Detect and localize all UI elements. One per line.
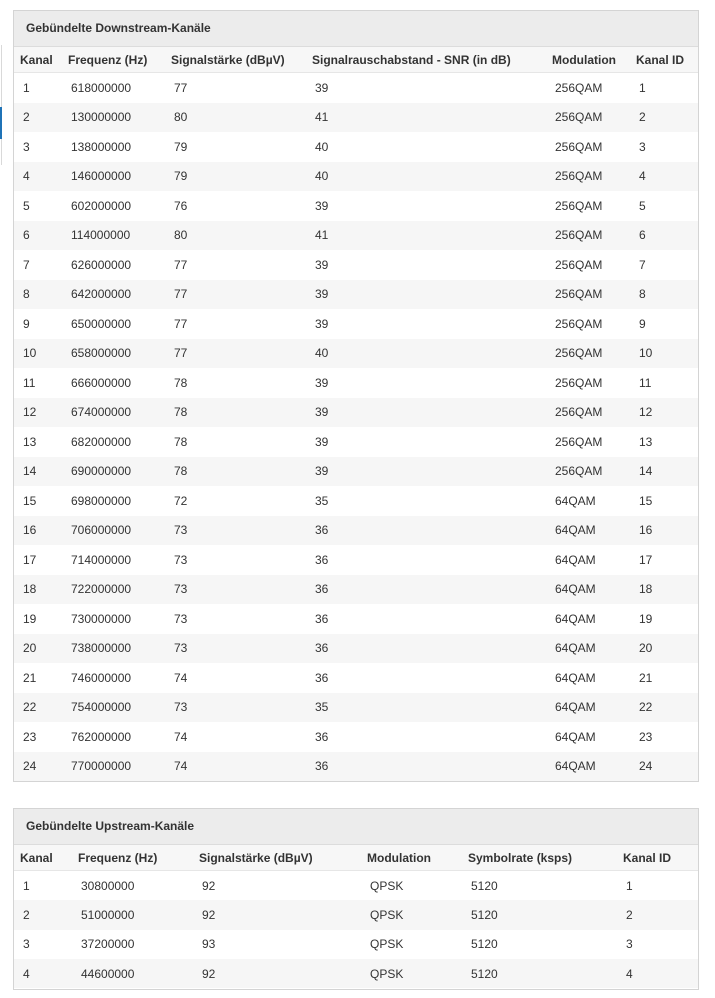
table-cell: 14 [630,457,698,487]
table-row [14,871,698,901]
table-cell: 24 [630,752,698,782]
table-cell: 23 [630,722,698,752]
column-header: Frequenz (Hz) [62,47,165,73]
table-cell: 36 [306,516,546,546]
table-cell: 17 [14,545,62,575]
table-cell: 666000000 [62,368,165,398]
column-header: Modulation [546,47,630,73]
table-row [14,309,698,339]
table-cell: 64QAM [546,545,630,575]
table-cell: 5120 [462,930,617,959]
table-cell: 11 [630,368,698,398]
table-cell: 146000000 [62,162,165,192]
table-cell: 7 [14,250,62,280]
table-cell: 770000000 [62,752,165,782]
column-header: Symbolrate (ksps) [462,845,617,871]
table-cell: 12 [630,398,698,428]
table-cell: 256QAM [546,191,630,221]
table-cell: 77 [165,309,306,339]
table-cell: 93 [193,930,361,959]
table-cell: 79 [165,132,306,162]
table-cell: 256QAM [546,73,630,103]
table-cell: 18 [630,575,698,605]
table-cell: 64QAM [546,486,630,516]
table-cell: 72 [165,486,306,516]
downstream-panel-title: Gebündelte Downstream-Kanäle [14,11,698,47]
table-cell: 37200000 [72,930,193,959]
table-cell: 3 [617,930,698,959]
table-cell: 39 [306,73,546,103]
table-cell: 36 [306,545,546,575]
column-header: Signalrauschabstand - SNR (in dB) [306,47,546,73]
table-cell: QPSK [361,930,462,959]
table-cell: 714000000 [62,545,165,575]
table-cell: 3 [14,132,62,162]
table-cell: 10 [14,339,62,369]
table-row [14,398,698,428]
table-cell: 256QAM [546,339,630,369]
table-cell: 73 [165,516,306,546]
table-cell: 78 [165,457,306,487]
table-cell: 39 [306,309,546,339]
table-row [14,427,698,457]
table-cell: 79 [165,162,306,192]
table-cell: 114000000 [62,221,165,251]
table-cell: 762000000 [62,722,165,752]
column-header: Modulation [361,845,462,871]
table-cell: 626000000 [62,250,165,280]
table-cell: 23 [14,722,62,752]
column-header: Kanal [14,845,72,871]
table-row [14,221,698,251]
table-cell: QPSK [361,900,462,929]
table-cell: 15 [630,486,698,516]
table-cell: 650000000 [62,309,165,339]
table-cell: 8 [630,280,698,310]
table-cell: 20 [14,634,62,664]
table-cell: 15 [14,486,62,516]
table-cell: 602000000 [62,191,165,221]
table-cell: 730000000 [62,604,165,634]
table-cell: 36 [306,634,546,664]
table-cell: 44600000 [72,959,193,988]
table-cell: 256QAM [546,427,630,457]
column-header: Kanal ID [630,47,698,73]
table-cell: 5120 [462,959,617,988]
table-cell: 674000000 [62,398,165,428]
table-row [14,722,698,752]
table-cell: 16 [14,516,62,546]
table-cell: 35 [306,486,546,516]
table-cell: 6 [14,221,62,251]
table-cell: 73 [165,604,306,634]
table-row [14,73,698,103]
table-cell: 5120 [462,871,617,901]
table-cell: 21 [630,663,698,693]
table-cell: 1 [630,73,698,103]
table-cell: 41 [306,221,546,251]
downstream-panel [13,10,699,782]
table-cell: 130000000 [62,103,165,133]
table-cell: 21 [14,663,62,693]
table-cell: 80 [165,103,306,133]
table-cell: QPSK [361,959,462,988]
table-cell: 6 [630,221,698,251]
table-cell: 17 [630,545,698,575]
table-cell: 39 [306,280,546,310]
table-row [14,575,698,605]
table-cell: 77 [165,339,306,369]
table-cell: 36 [306,604,546,634]
table-cell: 80 [165,221,306,251]
table-cell: 256QAM [546,103,630,133]
table-cell: 1 [14,73,62,103]
table-row [14,280,698,310]
table-cell: 722000000 [62,575,165,605]
table-cell: 64QAM [546,663,630,693]
table-cell: 7 [630,250,698,280]
table-cell: 64QAM [546,752,630,782]
table-cell: 1 [14,871,72,901]
table-cell: 76 [165,191,306,221]
table-cell: 2 [14,900,72,929]
table-cell: 2 [14,103,62,133]
table-cell: 11 [14,368,62,398]
table-cell: 642000000 [62,280,165,310]
column-header: Frequenz (Hz) [72,845,193,871]
table-cell: 3 [14,930,72,959]
table-cell: 40 [306,162,546,192]
table-cell: 4 [14,162,62,192]
table-cell: 36 [306,575,546,605]
table-row [14,457,698,487]
table-row [14,132,698,162]
table-cell: 256QAM [546,457,630,487]
column-header: Signalstärke (dBµV) [165,47,306,73]
table-cell: 39 [306,457,546,487]
table-cell: 5 [630,191,698,221]
table-row [14,752,698,782]
table-cell: 13 [14,427,62,457]
table-cell: 22 [630,693,698,723]
table-cell: 64QAM [546,604,630,634]
table-cell: 9 [630,309,698,339]
table-cell: 1 [617,871,698,901]
downstream-table [14,47,698,781]
table-cell: 41 [306,103,546,133]
table-cell: 77 [165,280,306,310]
table-cell: 36 [306,722,546,752]
table-cell: 4 [14,959,72,988]
table-cell: 64QAM [546,575,630,605]
table-cell: 698000000 [62,486,165,516]
table-cell: 256QAM [546,309,630,339]
table-cell: 746000000 [62,663,165,693]
table-cell: QPSK [361,871,462,901]
left-edge-tab [0,45,2,165]
upstream-table [14,845,698,988]
table-cell: 77 [165,250,306,280]
table-cell: 30800000 [72,871,193,901]
upstream-panel [13,808,699,990]
table-cell: 5 [14,191,62,221]
table-cell: 14 [14,457,62,487]
upstream-panel-title: Gebündelte Upstream-Kanäle [14,809,698,845]
table-cell: 36 [306,663,546,693]
table-cell: 40 [306,132,546,162]
table-row [14,663,698,693]
table-cell: 256QAM [546,132,630,162]
table-cell: 4 [630,162,698,192]
table-cell: 78 [165,368,306,398]
table-cell: 18 [14,575,62,605]
table-cell: 92 [193,900,361,929]
table-cell: 256QAM [546,221,630,251]
table-cell: 73 [165,634,306,664]
table-cell: 19 [14,604,62,634]
table-row [14,900,698,929]
table-cell: 706000000 [62,516,165,546]
table-cell: 3 [630,132,698,162]
table-row [14,368,698,398]
table-cell: 13 [630,427,698,457]
table-cell: 19 [630,604,698,634]
column-header: Kanal ID [617,845,698,871]
table-cell: 12 [14,398,62,428]
table-row [14,486,698,516]
table-cell: 4 [617,959,698,988]
table-cell: 36 [306,752,546,782]
table-cell: 16 [630,516,698,546]
table-cell: 256QAM [546,250,630,280]
table-cell: 73 [165,575,306,605]
table-row [14,693,698,723]
table-cell: 256QAM [546,280,630,310]
table-cell: 51000000 [72,900,193,929]
table-row [14,604,698,634]
table-row [14,103,698,133]
table-cell: 78 [165,427,306,457]
table-cell: 9 [14,309,62,339]
table-cell: 92 [193,959,361,988]
table-cell: 40 [306,339,546,369]
table-cell: 5120 [462,900,617,929]
table-cell: 256QAM [546,162,630,192]
table-cell: 22 [14,693,62,723]
table-cell: 754000000 [62,693,165,723]
table-cell: 39 [306,250,546,280]
table-cell: 682000000 [62,427,165,457]
table-cell: 2 [630,103,698,133]
table-cell: 738000000 [62,634,165,664]
table-cell: 64QAM [546,722,630,752]
table-cell: 20 [630,634,698,664]
table-cell: 39 [306,398,546,428]
table-cell: 74 [165,722,306,752]
table-row [14,959,698,988]
table-row [14,339,698,369]
table-cell: 138000000 [62,132,165,162]
table-row [14,516,698,546]
table-cell: 35 [306,693,546,723]
table-cell: 24 [14,752,62,782]
table-row [14,545,698,575]
table-cell: 658000000 [62,339,165,369]
table-cell: 74 [165,752,306,782]
column-header: Signalstärke (dBµV) [193,845,361,871]
table-row [14,191,698,221]
table-row [14,162,698,192]
table-cell: 8 [14,280,62,310]
table-cell: 690000000 [62,457,165,487]
table-cell: 256QAM [546,368,630,398]
table-cell: 77 [165,73,306,103]
table-cell: 64QAM [546,693,630,723]
table-row [14,930,698,959]
column-header: Kanal [14,47,62,73]
table-cell: 78 [165,398,306,428]
table-cell: 10 [630,339,698,369]
table-cell: 39 [306,427,546,457]
left-edge-active-indicator [0,107,2,139]
table-cell: 64QAM [546,634,630,664]
table-row [14,634,698,664]
table-cell: 92 [193,871,361,901]
table-cell: 256QAM [546,398,630,428]
table-cell: 73 [165,545,306,575]
table-row [14,250,698,280]
table-cell: 74 [165,663,306,693]
table-cell: 39 [306,368,546,398]
table-cell: 618000000 [62,73,165,103]
table-cell: 2 [617,900,698,929]
table-cell: 64QAM [546,516,630,546]
table-cell: 39 [306,191,546,221]
table-cell: 73 [165,693,306,723]
